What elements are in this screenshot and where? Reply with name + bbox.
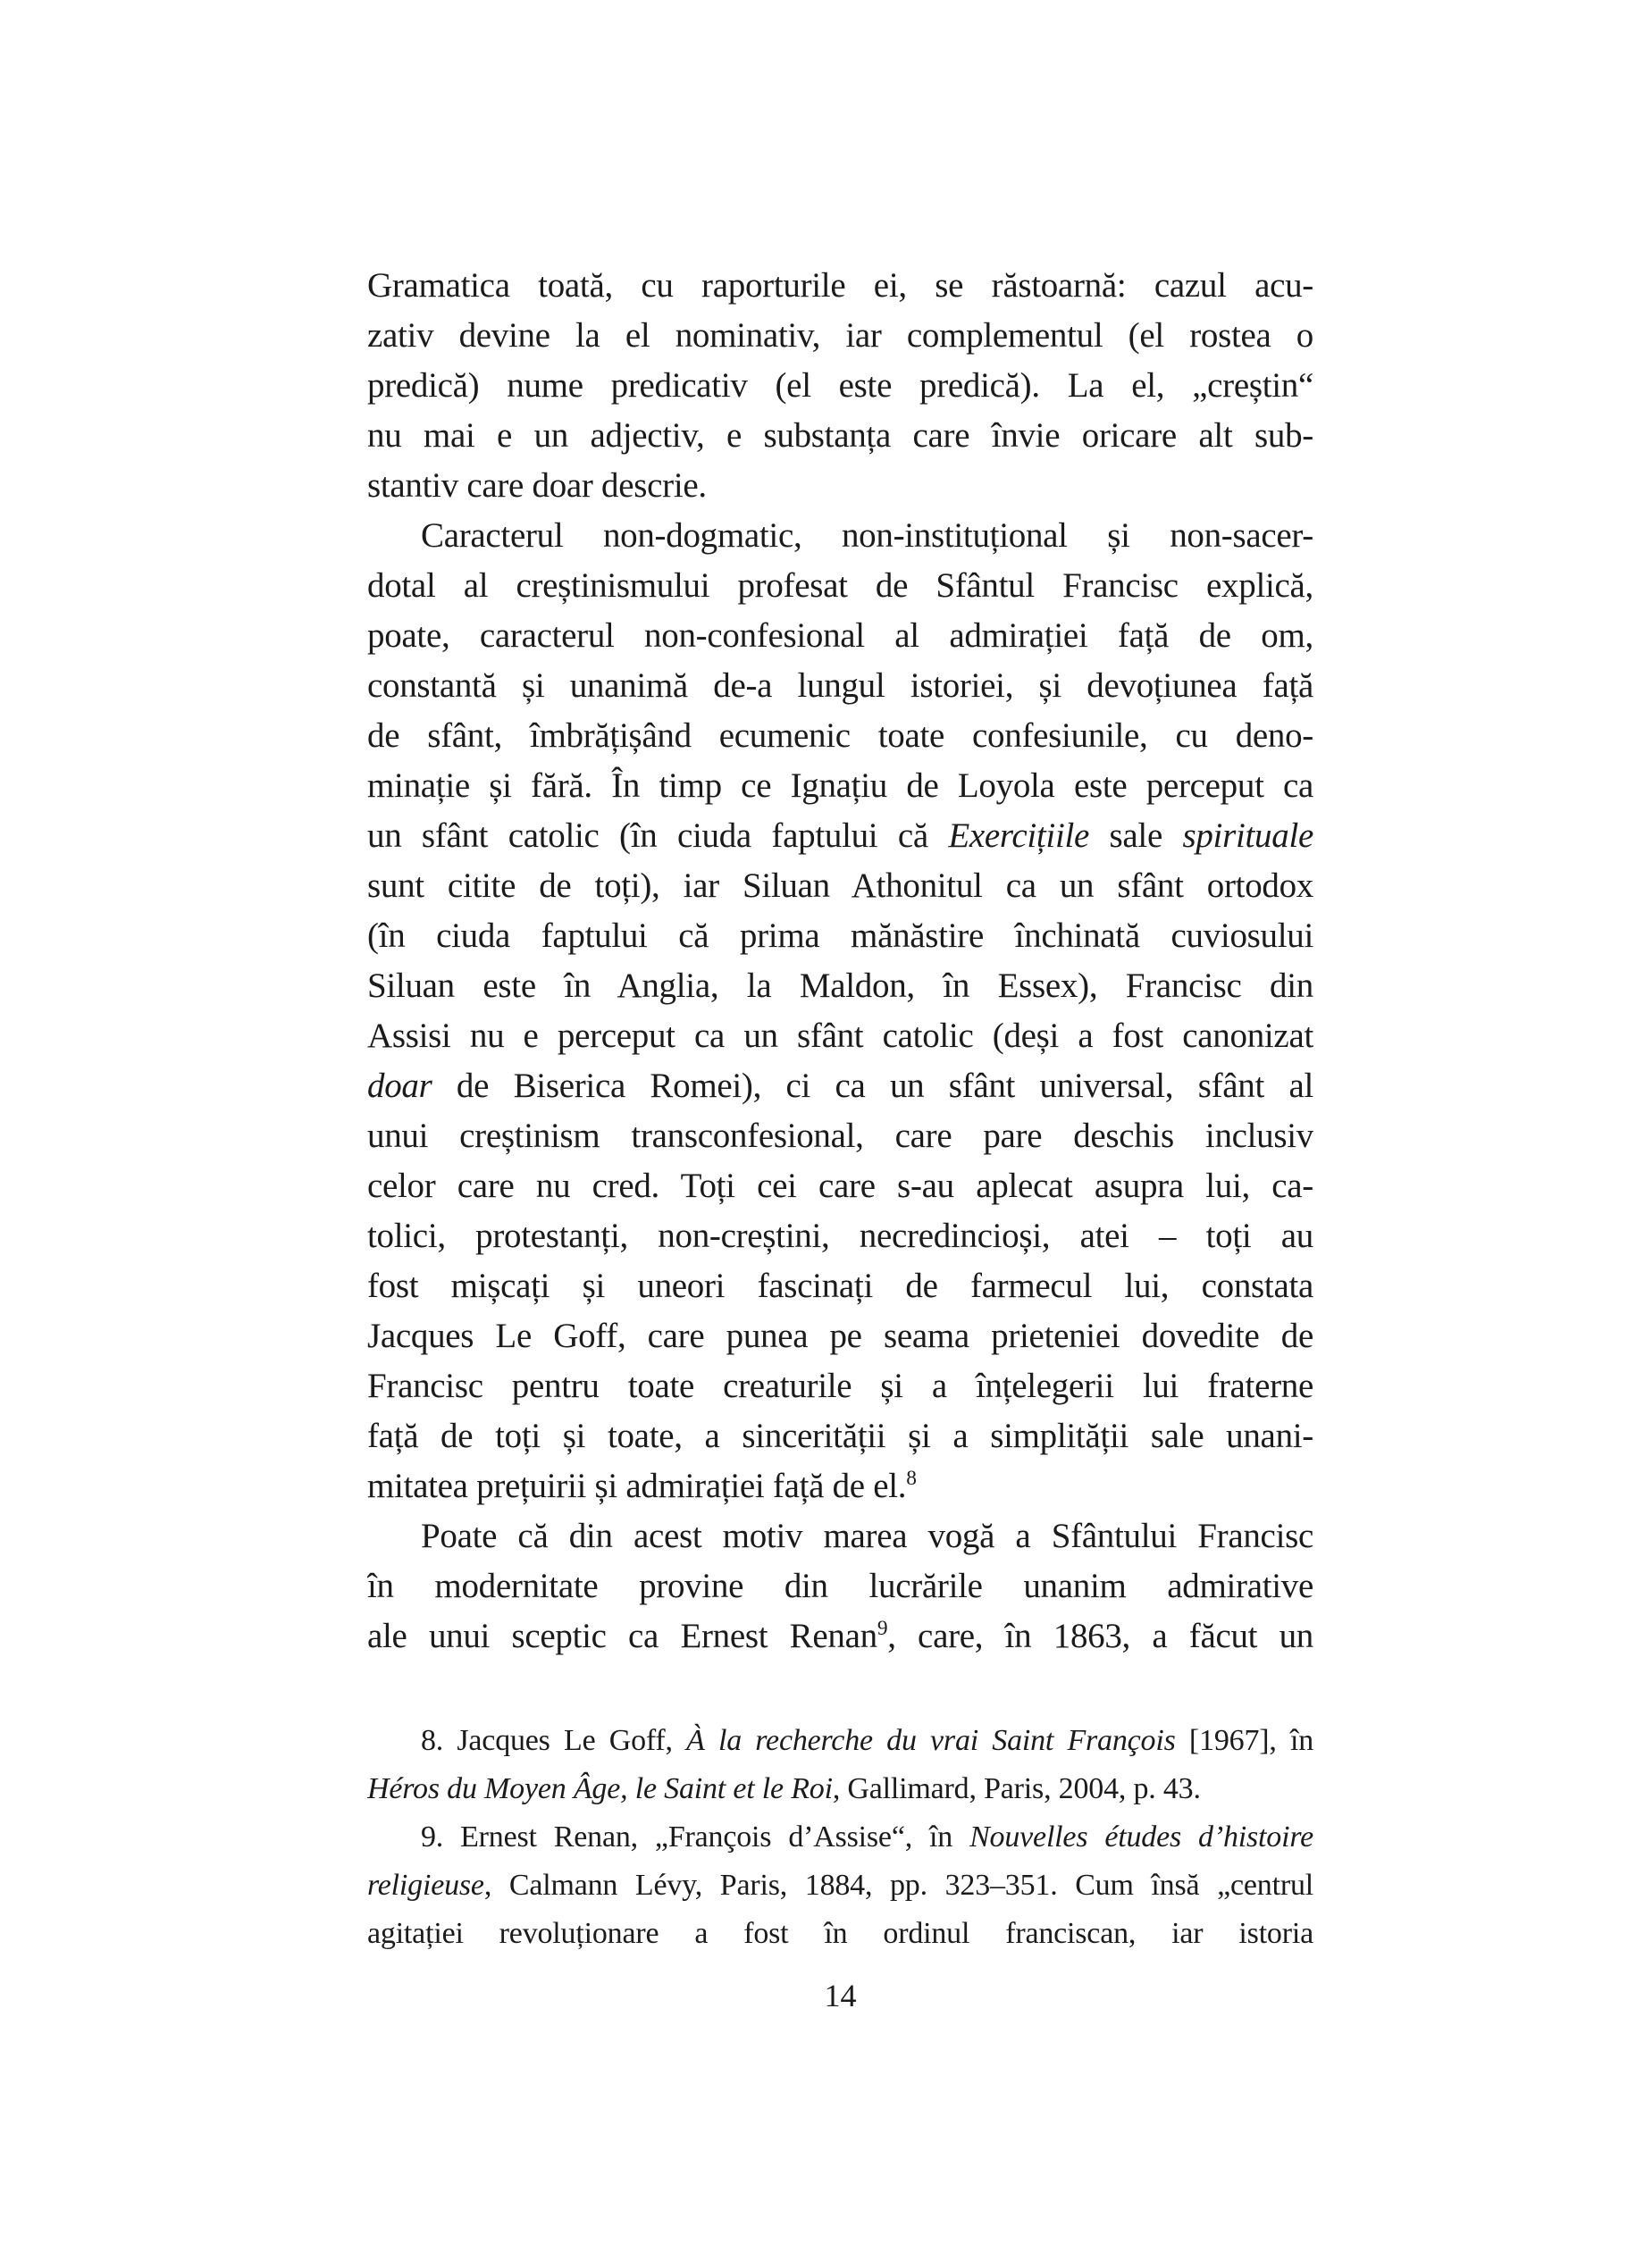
text-run: ale unui sceptic ca Ernest Renan — [367, 1617, 877, 1655]
text-line — [367, 911, 1313, 961]
text-line — [367, 1061, 1313, 1111]
text-line — [367, 1211, 1313, 1261]
text-line — [367, 261, 1313, 311]
text-run: în modernitate provine din lucrările unanim admirative — [367, 1567, 1313, 1605]
text-run: un sfânt catolic (în ciuda faptului că — [367, 816, 949, 855]
text-line — [367, 411, 1313, 461]
text-line — [367, 1511, 1313, 1561]
text-run: constantă și unanimă de-a lungul istoriei, și devoțiunea față — [367, 666, 1313, 705]
text-line — [367, 1813, 1313, 1862]
text-run: 9. Ernest Renan, „François d’Assise“, în — [421, 1820, 970, 1854]
text-run: mitatea prețuirii și admirației față de el. — [367, 1467, 907, 1505]
text-run: Gramatica toată, cu raporturile ei, se răstoarnă: cazul acu- — [367, 266, 1313, 305]
text-run: sunt citite de toți), iar Siluan Athonitul ca un sfânt ortodox — [367, 866, 1313, 905]
text-line — [367, 1111, 1313, 1161]
text-run: stantiv care doar descrie. — [367, 466, 707, 505]
text-line — [367, 1717, 1313, 1765]
page-number: 14 — [824, 1978, 857, 2013]
text-line — [367, 811, 1313, 861]
text-run: , Calmann Lévy, Paris, 1884, pp. 323–351. Cum însă „centrul — [483, 1869, 1313, 1902]
text-run: celor care nu cred. Toți cei care s-au aplecat asupra lui, ca- — [367, 1167, 1313, 1205]
text-line — [367, 1311, 1313, 1361]
text-line — [367, 761, 1313, 811]
text-line — [367, 1161, 1313, 1211]
text-run: zativ devine la el nominativ, iar complementul (el rostea o — [367, 316, 1313, 355]
text-run: predică) nume predicativ (el este predică). La el, „creștin“ — [367, 366, 1313, 405]
text-run: Poate că din acest motiv marea vogă a Sfântului Francisc — [421, 1517, 1313, 1555]
text-line — [367, 461, 1313, 511]
text-line — [367, 1910, 1313, 1958]
text-run: Exercițiile — [948, 816, 1090, 855]
text-line — [367, 1461, 1313, 1511]
text-run: , care, în 1863, a făcut un — [887, 1617, 1313, 1655]
text-line — [367, 311, 1313, 361]
footnotes — [367, 1717, 1313, 1958]
text-run: minație și fără. În timp ce Ignațiu de Loyola este perceput ca — [367, 766, 1313, 805]
text-run: unui creștinism transconfesional, care pare deschis inclusiv — [367, 1117, 1313, 1155]
text-line — [367, 1411, 1313, 1461]
text-run: À la recherche du vrai Saint François — [686, 1724, 1176, 1757]
text-run: Siluan este în Anglia, la Maldon, în Essex), Francisc din — [367, 967, 1313, 1005]
text-run: poate, caracterul non-confesional al admirației față de om, — [367, 616, 1313, 655]
text-run: fost mișcați și uneori fascinați de farmecul lui, constata — [367, 1267, 1313, 1305]
text-line — [367, 1261, 1313, 1311]
text-run: Francisc pentru toate creaturile și a înțelegerii lui fraterne — [367, 1367, 1313, 1405]
text-run: 8. Jacques Le Goff, — [421, 1724, 687, 1757]
text-run: agitației revoluționare a fost în ordinul franciscan, iar istoria — [367, 1917, 1313, 1950]
body-text — [367, 261, 1313, 1661]
text-run: Assisi nu e perceput ca un sfânt catolic (deși a fost canonizat — [367, 1017, 1313, 1055]
text-block — [367, 261, 1313, 1958]
text-run: spirituale — [1182, 816, 1313, 855]
text-line — [367, 661, 1313, 711]
text-run: dotal al creștinismului profesat de Sfântul Francisc explică, — [367, 566, 1313, 605]
text-run: [1967], în — [1175, 1724, 1313, 1757]
text-line — [367, 1361, 1313, 1411]
text-line — [367, 1561, 1313, 1611]
text-run: de Biserica Romei), ci ca un sfânt universal, sfânt al — [432, 1067, 1313, 1105]
footnote-reference: 9 — [877, 1617, 888, 1640]
text-run: Jacques Le Goff, care punea pe seama prieteniei dovedite de — [367, 1317, 1313, 1355]
text-run: sale — [1089, 816, 1183, 855]
text-line — [367, 511, 1313, 561]
text-line — [367, 1611, 1313, 1661]
text-run: doar — [367, 1067, 432, 1105]
text-line — [367, 1011, 1313, 1061]
text-run: religieuse — [367, 1869, 484, 1902]
text-line — [367, 961, 1313, 1011]
footnote-reference: 8 — [906, 1467, 917, 1490]
text-line — [367, 1862, 1313, 1910]
text-run: , Gallimard, Paris, 2004, p. 43. — [832, 1772, 1201, 1805]
text-line — [367, 611, 1313, 661]
text-run: față de toți și toate, a sincerității și a simplității sale unani- — [367, 1417, 1313, 1455]
text-run: Héros du Moyen Âge, le Saint et le Roi — [367, 1772, 833, 1805]
text-run: tolici, protestanți, non-creștini, necredincioși, atei – toți au — [367, 1217, 1313, 1255]
text-line — [367, 861, 1313, 911]
text-line — [367, 561, 1313, 611]
text-run: de sfânt, îmbrățișând ecumenic toate confesiunile, cu deno- — [367, 716, 1313, 755]
text-run: Nouvelles études d’histoire — [969, 1820, 1313, 1854]
text-line — [367, 711, 1313, 761]
text-run: Caracterul non-dogmatic, non-instituțional și non-sacer- — [421, 516, 1313, 555]
text-run: nu mai e un adjectiv, e substanța care învie oricare alt sub- — [367, 416, 1313, 455]
text-line — [367, 361, 1313, 411]
text-line — [367, 1765, 1313, 1813]
text-run: (în ciuda faptului că prima mănăstire închinată cuviosului — [367, 916, 1313, 955]
